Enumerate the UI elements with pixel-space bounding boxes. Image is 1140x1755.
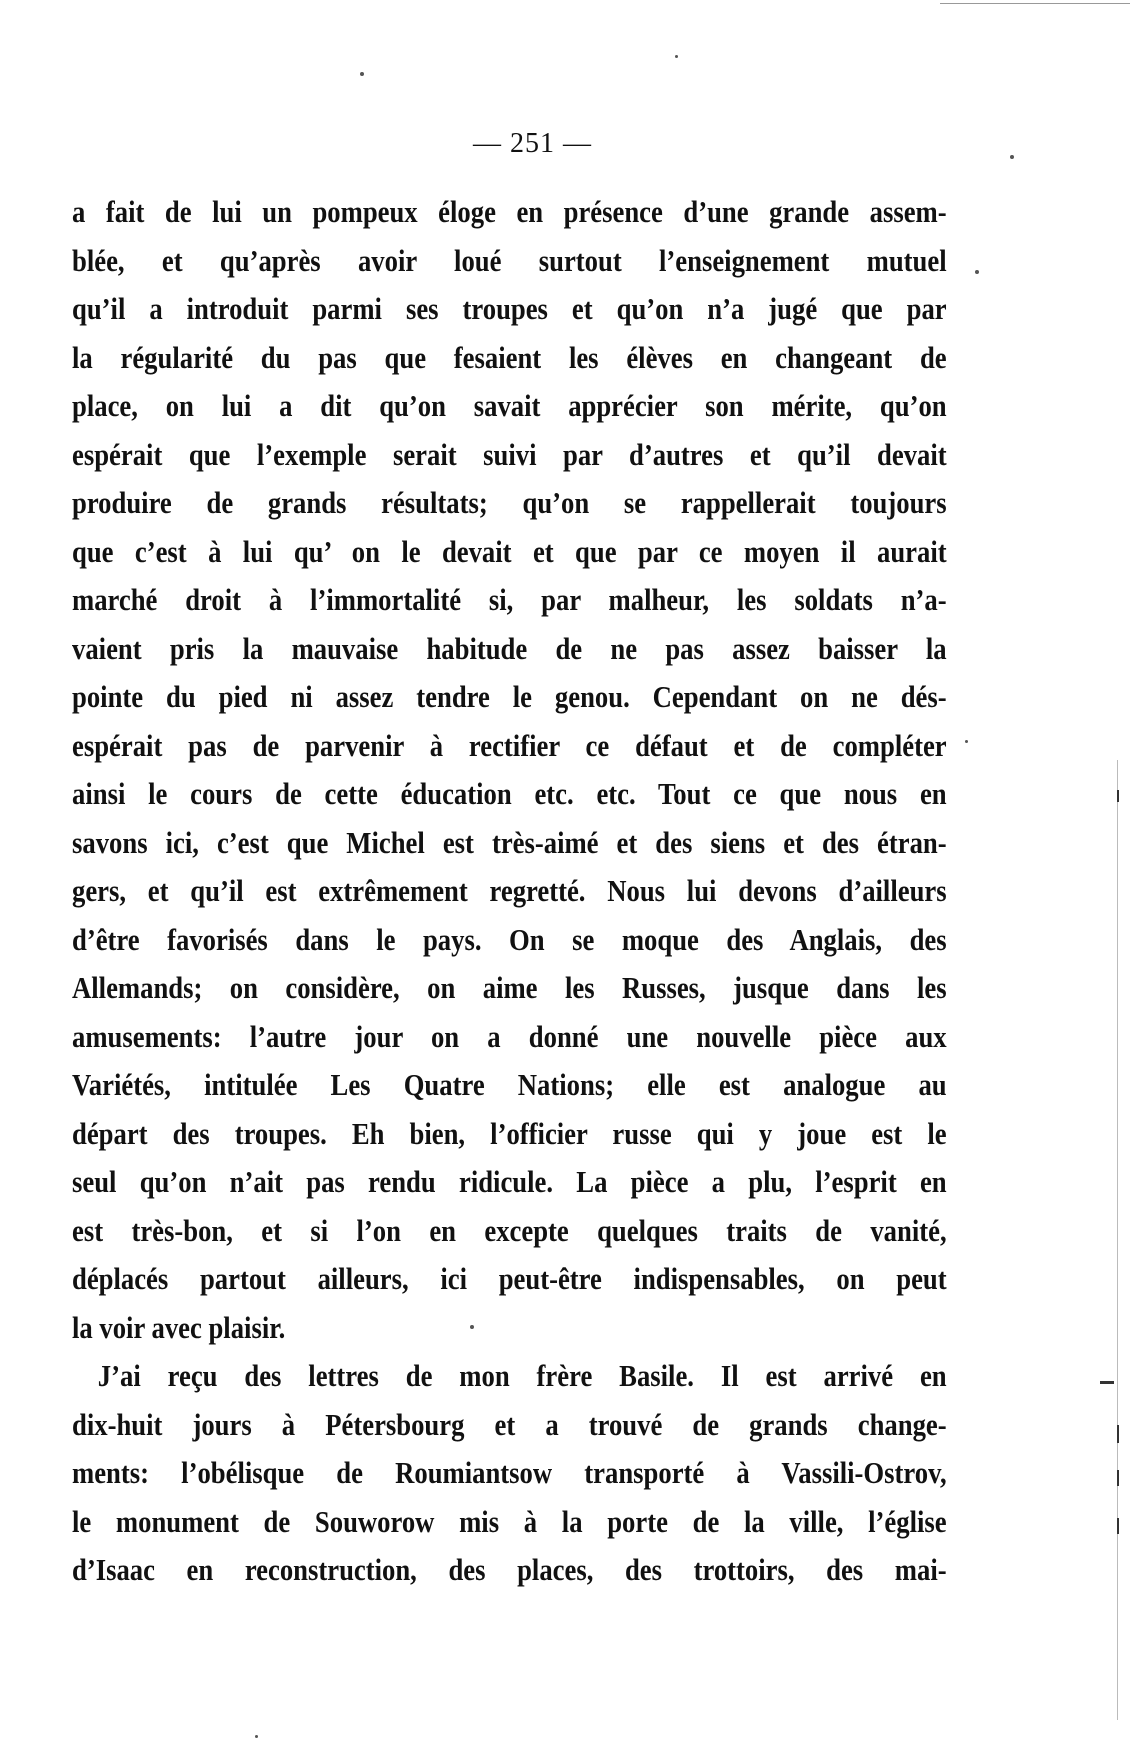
text-line: le monument de Souworow mis à la porte de la ville, l’église — [72, 1503, 947, 1539]
text-line: savons ici, c’est que Michel est très-aimé et des siens et des étran- — [72, 824, 947, 860]
text-line: J’ai reçu des lettres de mon frère Basile. Il est arrivé en — [97, 1358, 947, 1393]
text-line: départ des troupes. Eh bien, l’officier russe qui y joue est le — [72, 1115, 947, 1151]
text-line: Allemands; on considère, on aime les Russes, jusque dans les — [72, 970, 947, 1005]
page-number: — 251 — — [473, 128, 592, 159]
text-line: ments: l’obélisque de Roumiantsow transporté à Vassili-Ostrov, — [72, 1455, 947, 1490]
scan-artifact-tick — [1117, 790, 1119, 802]
scan-artifact-top-rule — [940, 3, 1130, 4]
text-line: ainsi le cours de cette éducation etc. etc. Tout ce que nous en — [72, 776, 947, 811]
text-line: d’Isaac en reconstruction, des places, des trottoirs, des mai- — [72, 1552, 947, 1587]
text-line: que c’est à lui qu’ on le devait et que par ce moyen il aurait — [72, 533, 947, 569]
scan-speck — [255, 1735, 258, 1738]
text-line: est très-bon, et si l’on en excepte quelques traits de vanité, — [72, 1212, 947, 1248]
text-line: a fait de lui un pompeux éloge en présence d’une grande assem- — [72, 194, 947, 229]
text-line: vaient pris la mauvaise habitude de ne pas assez baisser la — [72, 630, 947, 666]
text-line: Variétés, intitulée Les Quatre Nations; elle est analogue au — [72, 1067, 947, 1102]
text-line: amusements: l’autre jour on a donné une nouvelle pièce aux — [72, 1018, 947, 1054]
text-line: déplacés partout ailleurs, ici peut-être indispensables, on peut — [72, 1261, 947, 1296]
text-line: pointe du pied ni assez tendre le genou. Cependant on ne dés- — [72, 679, 947, 714]
paragraph-1 — [72, 188, 947, 1352]
scan-artifact-tick — [1117, 1518, 1119, 1534]
scan-speck — [965, 740, 968, 743]
scan-artifact-tick — [1117, 1425, 1119, 1443]
text-line: la régularité du pas que fesaient les élèves en changeant de — [72, 339, 947, 375]
text-line: marché droit à l’immortalité si, par malheur, les soldats n’a- — [72, 582, 947, 617]
text-line: produire de grands résultats; qu’on se rappellerait toujours — [72, 485, 947, 520]
text-line: dix-huit jours à Pétersbourg et a trouvé de grands change- — [72, 1406, 947, 1442]
scan-artifact-tick — [1117, 1470, 1119, 1486]
scan-artifact-hook — [1100, 1381, 1114, 1384]
text-line: qu’il a introduit parmi ses troupes et qu’on n’a jugé que par — [72, 291, 947, 326]
body-text — [72, 188, 947, 1595]
paragraph-2 — [72, 1352, 947, 1595]
text-line: d’être favorisés dans le pays. On se moque des Anglais, des — [72, 921, 947, 957]
text-line: blée, et qu’après avoir loué surtout l’enseignement mutuel — [72, 242, 947, 278]
scan-speck — [470, 1325, 474, 1329]
text-line: place, on lui a dit qu’on savait apprécier son mérite, qu’on — [72, 388, 947, 423]
scan-artifact-edge-line — [1117, 760, 1118, 1720]
text-line: espérait pas de parvenir à rectifier ce défaut et de compléter — [72, 727, 947, 763]
scan-speck — [1010, 155, 1014, 159]
scan-speck — [360, 72, 364, 76]
text-line: la voir avec plaisir. — [72, 1309, 286, 1345]
scan-speck — [675, 55, 678, 58]
text-line: gers, et qu’il est extrêmement regretté. Nous lui devons d’ailleurs — [72, 873, 947, 908]
text-line: espérait que l’exemple serait suivi par d’autres et qu’il devait — [72, 436, 947, 472]
scan-speck — [975, 270, 979, 274]
text-line: seul qu’on n’ait pas rendu ridicule. La pièce a plu, l’esprit en — [72, 1164, 947, 1199]
